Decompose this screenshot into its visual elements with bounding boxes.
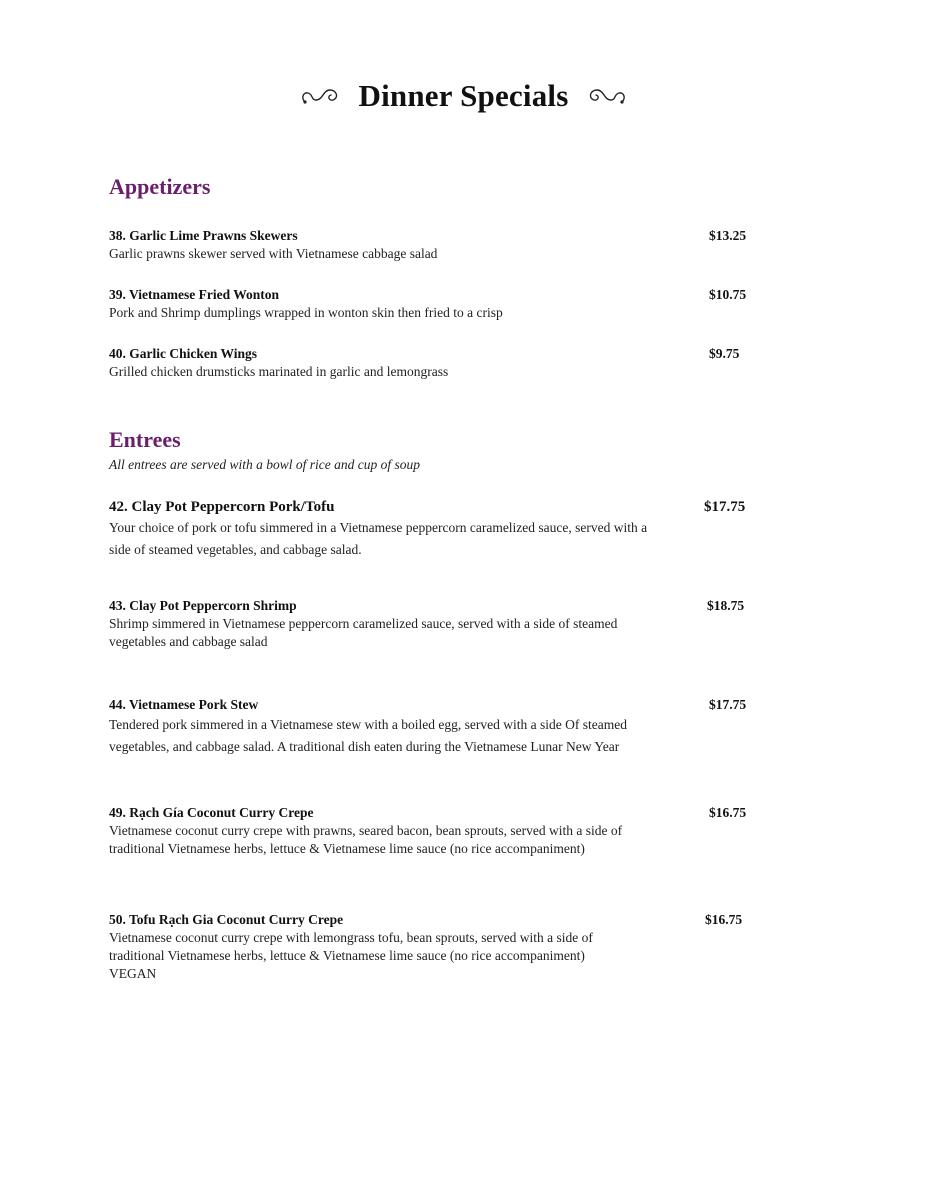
item-price: $13.25 (709, 228, 747, 243)
item-description: Grilled chicken drumsticks marinated in garlic and lemongrass (109, 364, 449, 379)
item-price: $16.75 (705, 912, 743, 927)
item-name: 49. Rạch Gía Coconut Curry Crepe (109, 805, 314, 820)
item-name: 44. Vietnamese Pork Stew (109, 697, 259, 712)
item-description: Tendered pork simmered in a Vietnamese stew with a boiled egg, served with a side Of steamed vegetables, and cabbage salad. A traditional dish eaten during the Vietnamese Lunar New Year (109, 717, 627, 754)
swirl-flourish-icon (299, 84, 345, 108)
item-price: $16.75 (709, 805, 747, 820)
menu-item (109, 910, 769, 983)
item-description: Your choice of pork or tofu simmered in a Vietnamese peppercorn caramelized sauce, served with a side of steamed vegetables, and cabbage salad. (109, 520, 648, 557)
menu-item (109, 803, 769, 858)
item-description: Garlic prawns skewer served with Vietnamese cabbage salad (109, 246, 438, 261)
item-description: Pork and Shrimp dumplings wrapped in wonton skin then fried to a crisp (109, 305, 503, 320)
item-name: 39. Vietnamese Fried Wonton (109, 287, 279, 302)
item-description: Shrimp simmered in Vietnamese peppercorn caramelized sauce, served with a side of steamed vegetables and cabbage salad (109, 616, 618, 649)
item-price: $9.75 (709, 346, 740, 361)
item-price: $10.75 (709, 287, 747, 302)
item-price: $17.75 (704, 499, 746, 515)
menu-item (109, 344, 769, 381)
item-price: $17.75 (709, 697, 747, 712)
entrees-note: All entrees are served with a bowl of rice and cup of soup (109, 457, 420, 472)
page-title: Dinner Specials (358, 78, 569, 113)
item-name: 38. Garlic Lime Prawns Skewers (109, 228, 298, 243)
item-name: 50. Tofu Rạch Gia Coconut Curry Crepe (109, 912, 344, 927)
menu-item (109, 695, 769, 757)
menu-item (109, 596, 769, 651)
menu-item (109, 498, 769, 560)
menu-item (109, 285, 769, 322)
swirl-flourish-icon (582, 84, 628, 108)
item-price: $18.75 (707, 598, 745, 613)
item-name: 43. Clay Pot Peppercorn Shrimp (109, 598, 297, 613)
item-description: Vietnamese coconut curry crepe with lemongrass tofu, bean sprouts, served with a side of traditional Vietnamese herbs, lettuce & Vietnamese lime sauce (no rice accompaniment) VEGAN (109, 930, 593, 981)
menu-item (109, 226, 769, 263)
item-description: Vietnamese coconut curry crepe with prawns, seared bacon, bean sprouts, served with a side of traditional Vietnamese herbs, lettuce & Vietnamese lime sauce (no rice accompaniment) (109, 823, 623, 856)
item-name: 42. Clay Pot Peppercorn Pork/Tofu (109, 499, 335, 515)
item-name: 40. Garlic Chicken Wings (109, 346, 258, 361)
page-header (0, 76, 927, 116)
appetizers-heading: Appetizers (109, 174, 211, 199)
entrees-heading: Entrees (109, 427, 181, 452)
